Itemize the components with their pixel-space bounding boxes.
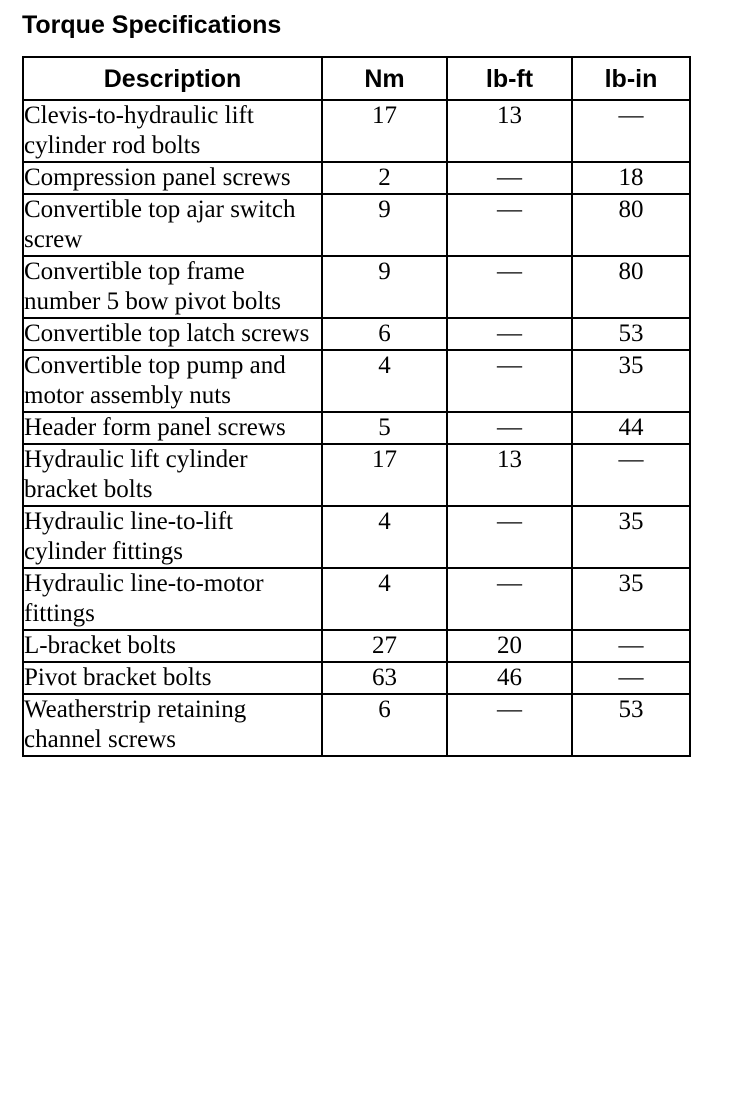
cell-lbft: — [447,256,572,318]
cell-lbin: — [572,662,690,694]
column-header-nm: Nm [322,57,447,100]
cell-lbin: 53 [572,694,690,756]
table-row [23,444,690,506]
cell-lbft: 13 [447,444,572,506]
cell-nm: 9 [322,256,447,318]
cell-nm: 6 [322,694,447,756]
cell-lbft: — [447,568,572,630]
column-header-lbin: lb-in [572,57,690,100]
table-row [23,568,690,630]
cell-lbin: — [572,444,690,506]
cell-lbft: — [447,506,572,568]
cell-description: Convertible top pump and motor assembly nuts [23,350,322,412]
table-row [23,506,690,568]
table-row [23,162,690,194]
cell-description: Convertible top ajar switch screw [23,194,322,256]
header-row [23,57,690,100]
table-row [23,630,690,662]
column-header-description: Description [23,57,322,100]
cell-description: Weatherstrip retaining channel screws [23,694,322,756]
cell-description: Pivot bracket bolts [23,662,322,694]
table-row [23,412,690,444]
cell-nm: 17 [322,100,447,162]
cell-description: Clevis-to-hydraulic lift cylinder rod bolts [23,100,322,162]
table-row [23,350,690,412]
cell-lbft: — [447,194,572,256]
cell-lbin: 35 [572,568,690,630]
cell-nm: 6 [322,318,447,350]
cell-description: Compression panel screws [23,162,322,194]
column-header-lbft: lb-ft [447,57,572,100]
cell-description: Convertible top latch screws [23,318,322,350]
cell-nm: 4 [322,568,447,630]
table-row [23,694,690,756]
cell-lbft: — [447,350,572,412]
table-row [23,194,690,256]
page-title: Torque Specifications [22,11,282,39]
cell-nm: 17 [322,444,447,506]
cell-lbin: 35 [572,506,690,568]
cell-nm: 5 [322,412,447,444]
cell-description: Hydraulic line-to-lift cylinder fittings [23,506,322,568]
cell-description: Hydraulic lift cylinder bracket bolts [23,444,322,506]
cell-lbin: 44 [572,412,690,444]
cell-lbft: 20 [447,630,572,662]
cell-lbft: — [447,318,572,350]
torque-spec-table [22,56,691,757]
cell-lbin: 18 [572,162,690,194]
cell-lbin: — [572,630,690,662]
cell-nm: 63 [322,662,447,694]
cell-nm: 4 [322,350,447,412]
cell-lbin: 53 [572,318,690,350]
cell-lbin: 80 [572,256,690,318]
cell-description: Convertible top frame number 5 bow pivot bolts [23,256,322,318]
table-row [23,318,690,350]
cell-lbft: 13 [447,100,572,162]
cell-description: Header form panel screws [23,412,322,444]
cell-lbft: — [447,412,572,444]
cell-lbin: — [572,100,690,162]
cell-lbft: 46 [447,662,572,694]
table-row [23,256,690,318]
cell-nm: 2 [322,162,447,194]
cell-nm: 27 [322,630,447,662]
cell-lbft: — [447,694,572,756]
cell-nm: 4 [322,506,447,568]
cell-description: L-bracket bolts [23,630,322,662]
cell-lbft: — [447,162,572,194]
cell-lbin: 35 [572,350,690,412]
cell-nm: 9 [322,194,447,256]
cell-description: Hydraulic line-to-motor fittings [23,568,322,630]
table-row [23,662,690,694]
cell-lbin: 80 [572,194,690,256]
table-row [23,100,690,162]
